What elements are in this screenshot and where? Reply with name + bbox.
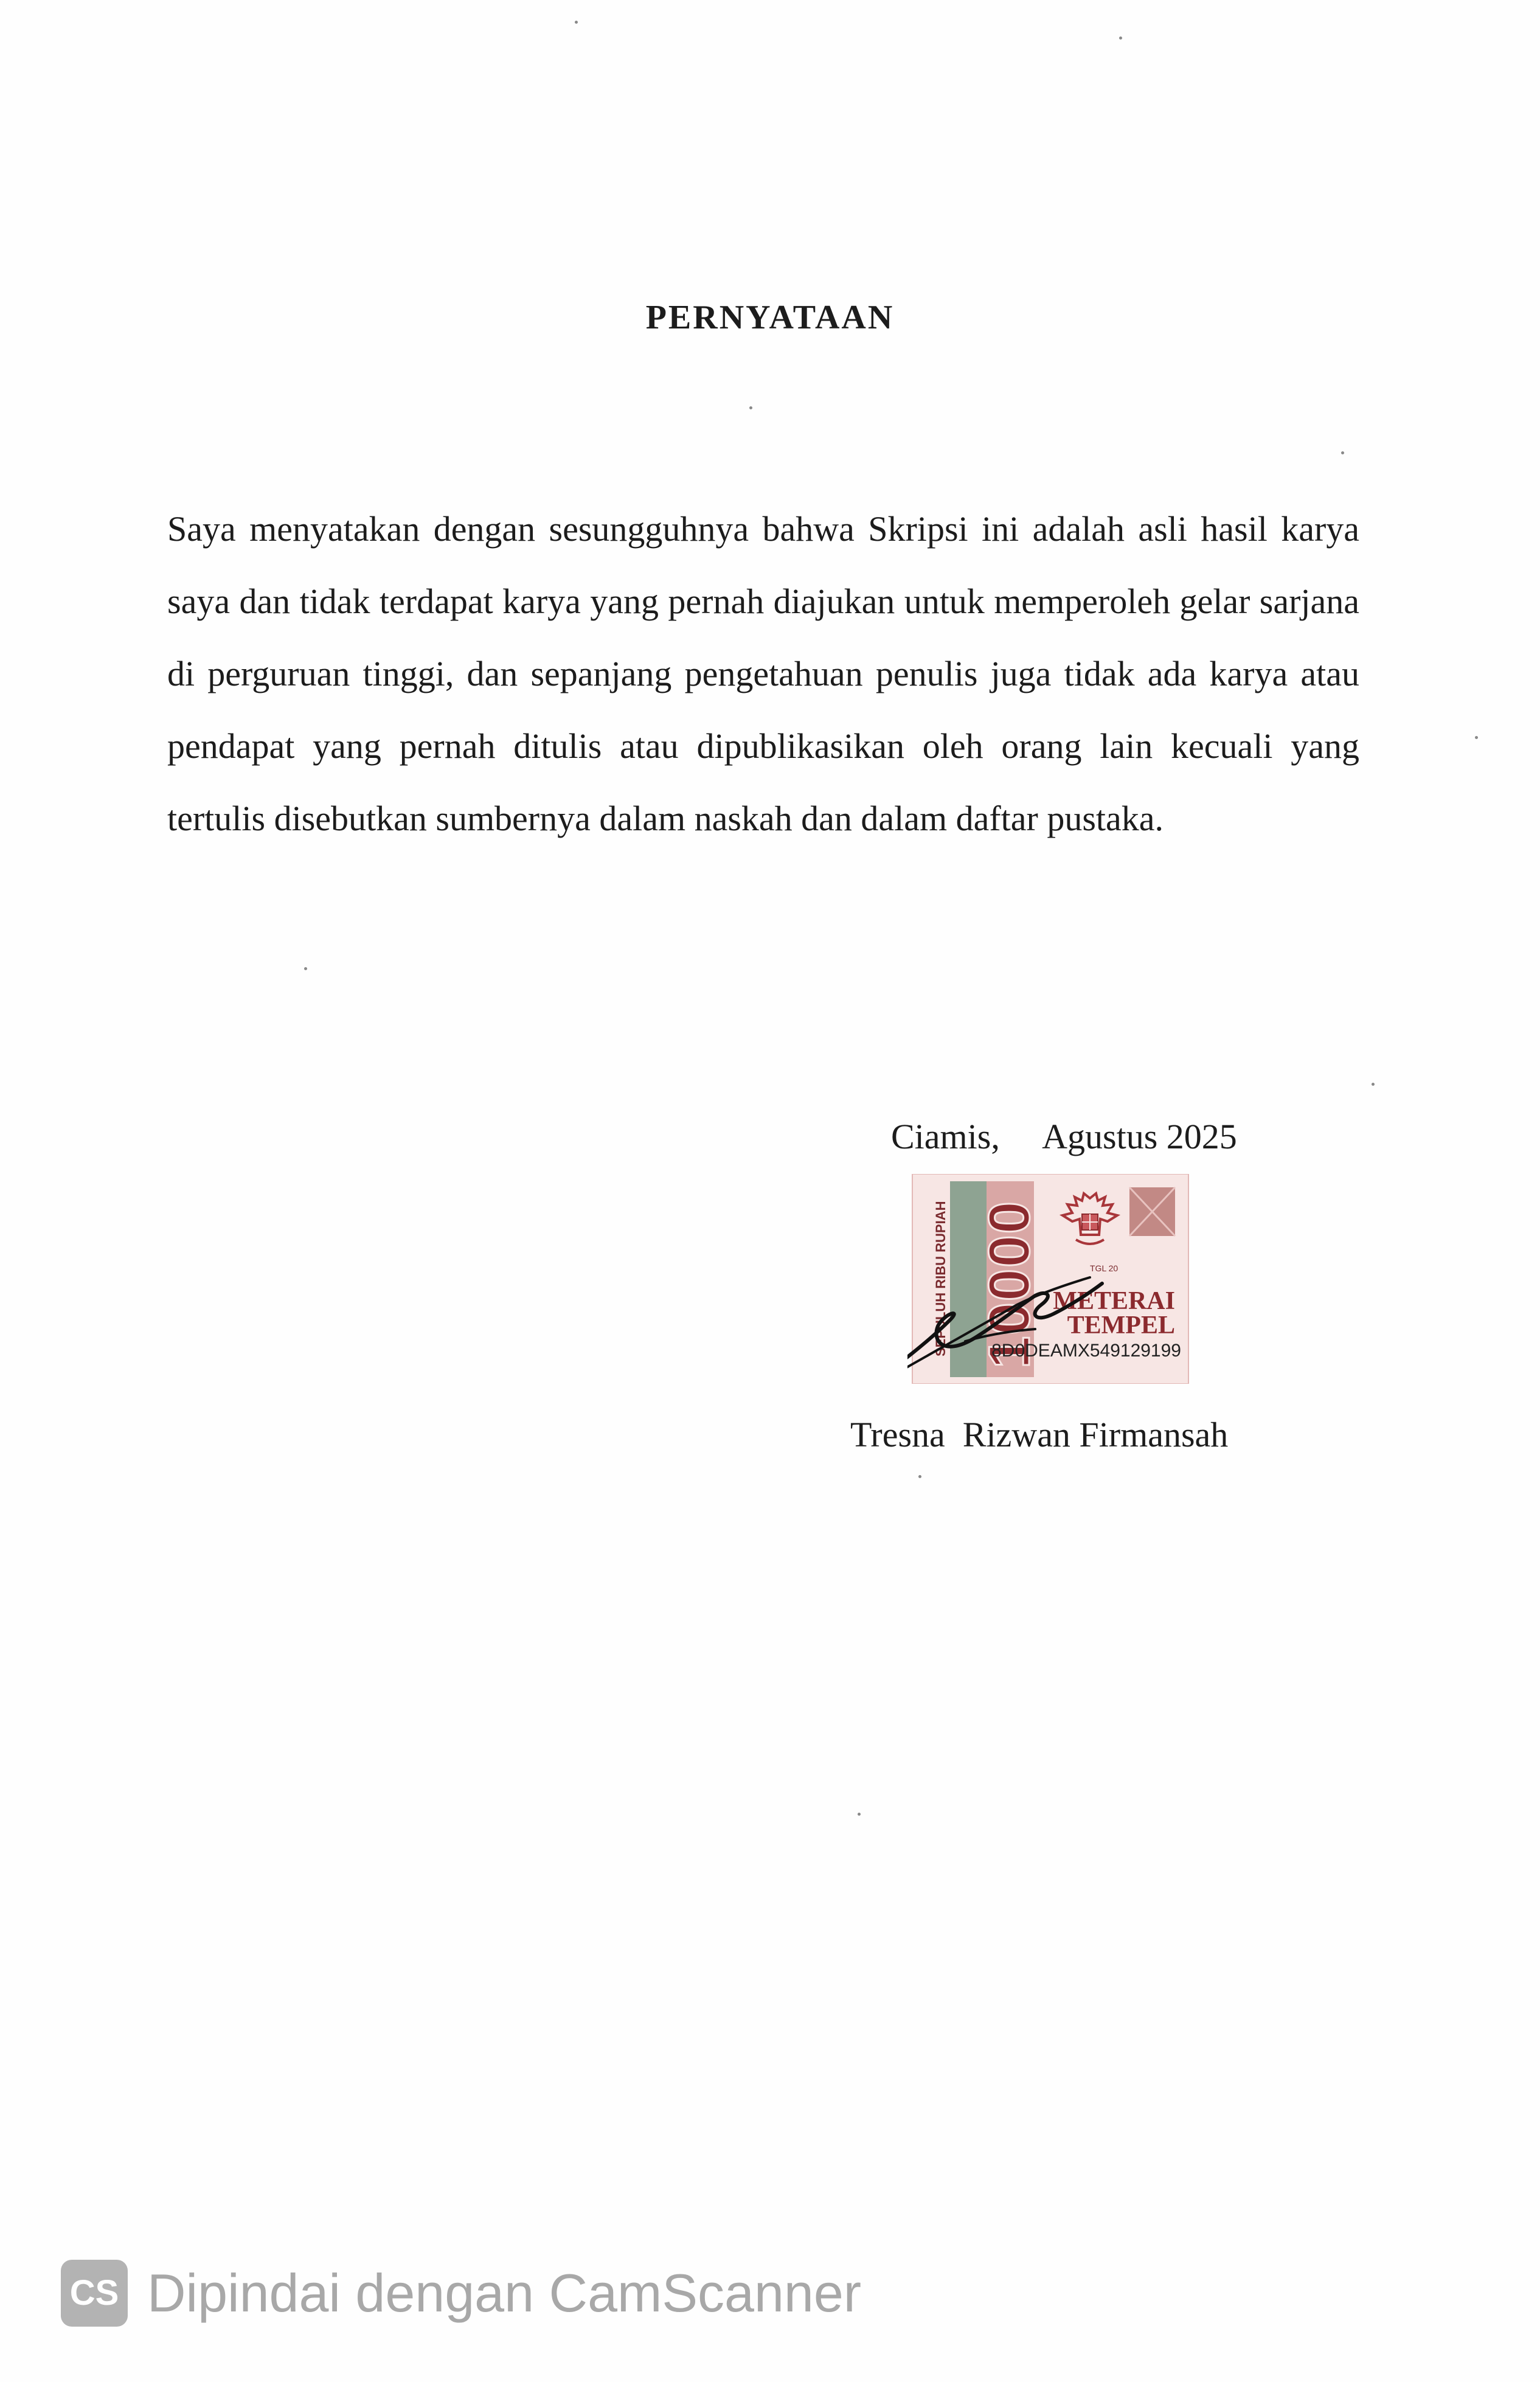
scan-speck [575,21,578,24]
signer-name: Tresna Rizwan Firmansah [850,1415,1229,1454]
meterai-stamp [907,1174,1193,1384]
scan-speck [918,1475,921,1478]
camscanner-watermark-text: Dipindai dengan CamScanner [147,2263,862,2323]
stamp-value: 10000 [977,1200,1042,1369]
stamp-denomination-text: SEPULUH RIBU RUPIAH [933,1201,948,1356]
stamp-label-tempel: TEMPEL [1067,1311,1175,1339]
stamp-serial: 8D0DEAMX549129199 [991,1341,1181,1361]
scan-speck [1119,36,1122,40]
scan-speck [858,1813,861,1816]
stamp-small-mark: TGL 20 [1090,1263,1119,1273]
statement-paragraph: Saya menyatakan dengan sesungguhnya bahwa Skripsi ini adalah asli hasil karya saya dan tidak terdapat karya yang pernah diajukan untuk memperoleh gelar sarjana di perguruan tinggi, dan sepanjang pengetahuan penulis juga tidak ada karya atau pendapat yang pernah ditulis atau dipublikasikan oleh orang lain kecuali yang tertulis disebutkan sumbernya dalam naskah dan dalam daftar pustaka. [167,509,1359,838]
document-title: PERNYATAAN [645,299,895,336]
scan-speck [749,406,752,409]
camscanner-logo-text: CS [69,2273,119,2313]
scan-speck [1475,736,1478,739]
scan-speck [304,967,307,970]
camscanner-watermark [60,2257,861,2330]
place-and-date: Ciamis, Agustus 2025 [891,1117,1237,1156]
scan-speck [1372,1083,1375,1086]
scan-speck [1341,451,1344,454]
stamp-label-meterai: METERAI [1053,1287,1175,1315]
camscanner-logo-icon [60,2259,129,2328]
